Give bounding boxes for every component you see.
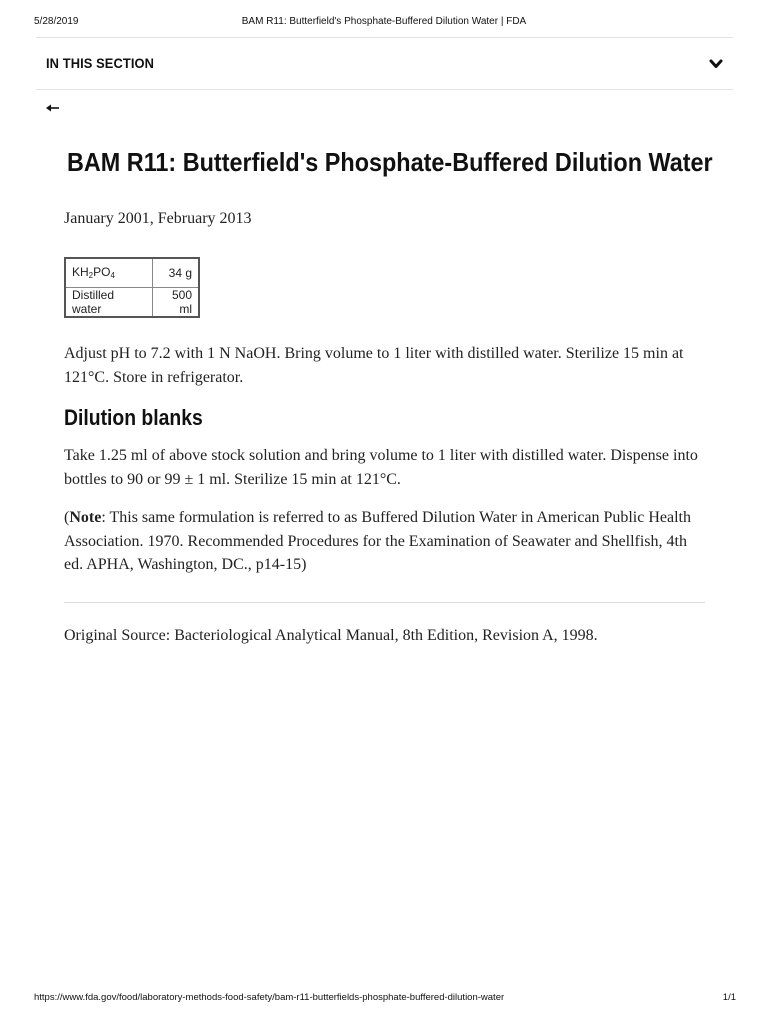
- preparation-instructions: Adjust pH to 7.2 with 1 N NaOH. Bring volume to 1 liter with distilled water. Sterilize 15 min at 121°C. Store in refrigerator.: [64, 345, 684, 386]
- in-this-section-toggle[interactable]: [36, 37, 733, 90]
- page-number: 1/1: [722, 992, 736, 1003]
- table-row: [65, 258, 199, 287]
- table-row: [65, 287, 199, 317]
- arrow-left-icon[interactable]: [45, 101, 61, 115]
- print-url: https://www.fda.gov/food/laboratory-methods-food-safety/bam-r11-butterfields-phosphate-buffered-dilution-water: [34, 992, 505, 1003]
- original-source: Original Source: Bacteriological Analytical Manual, 8th Edition, Revision A, 1998.: [64, 627, 598, 644]
- formulation-note: (Note: This same formulation is referred to as Buffered Dilution Water in American Public Health Association. 1970. Recommended Procedures for the Examination of Seawater and Shellfish, 4th ed. APHA, Washington, DC., p14-15): [64, 509, 691, 573]
- chevron-down-icon: [709, 58, 723, 70]
- recipe-table: [64, 257, 200, 318]
- amount-cell: 34 g: [152, 258, 199, 287]
- page-title: BAM R11: Butterfield's Phosphate-Buffered Dilution Water: [67, 147, 713, 177]
- in-this-section-label: IN THIS SECTION: [46, 55, 155, 71]
- print-date: 5/28/2019: [34, 16, 79, 27]
- note-label: Note: [69, 509, 102, 526]
- dilution-blanks-heading: Dilution blanks: [64, 405, 203, 430]
- print-header: [34, 16, 734, 32]
- ingredient-cell: $KH_2PO_4$: [65, 258, 152, 287]
- ingredient-cell: Distilled water: [65, 287, 152, 317]
- amount-cell: 500 ml: [152, 287, 199, 317]
- print-page-title: BAM R11: Butterfield's Phosphate-Buffered Dilution Water | FDA: [241, 16, 527, 27]
- publication-dates: January 2001, February 2013: [64, 210, 252, 227]
- divider: [64, 602, 705, 603]
- print-footer: [34, 992, 736, 1006]
- dilution-blanks-text: Take 1.25 ml of above stock solution and bring volume to 1 liter with distilled water. Dispense into bottles to 90 or 99 ± 1 ml. Sterilize 15 min at 121°C.: [64, 447, 698, 488]
